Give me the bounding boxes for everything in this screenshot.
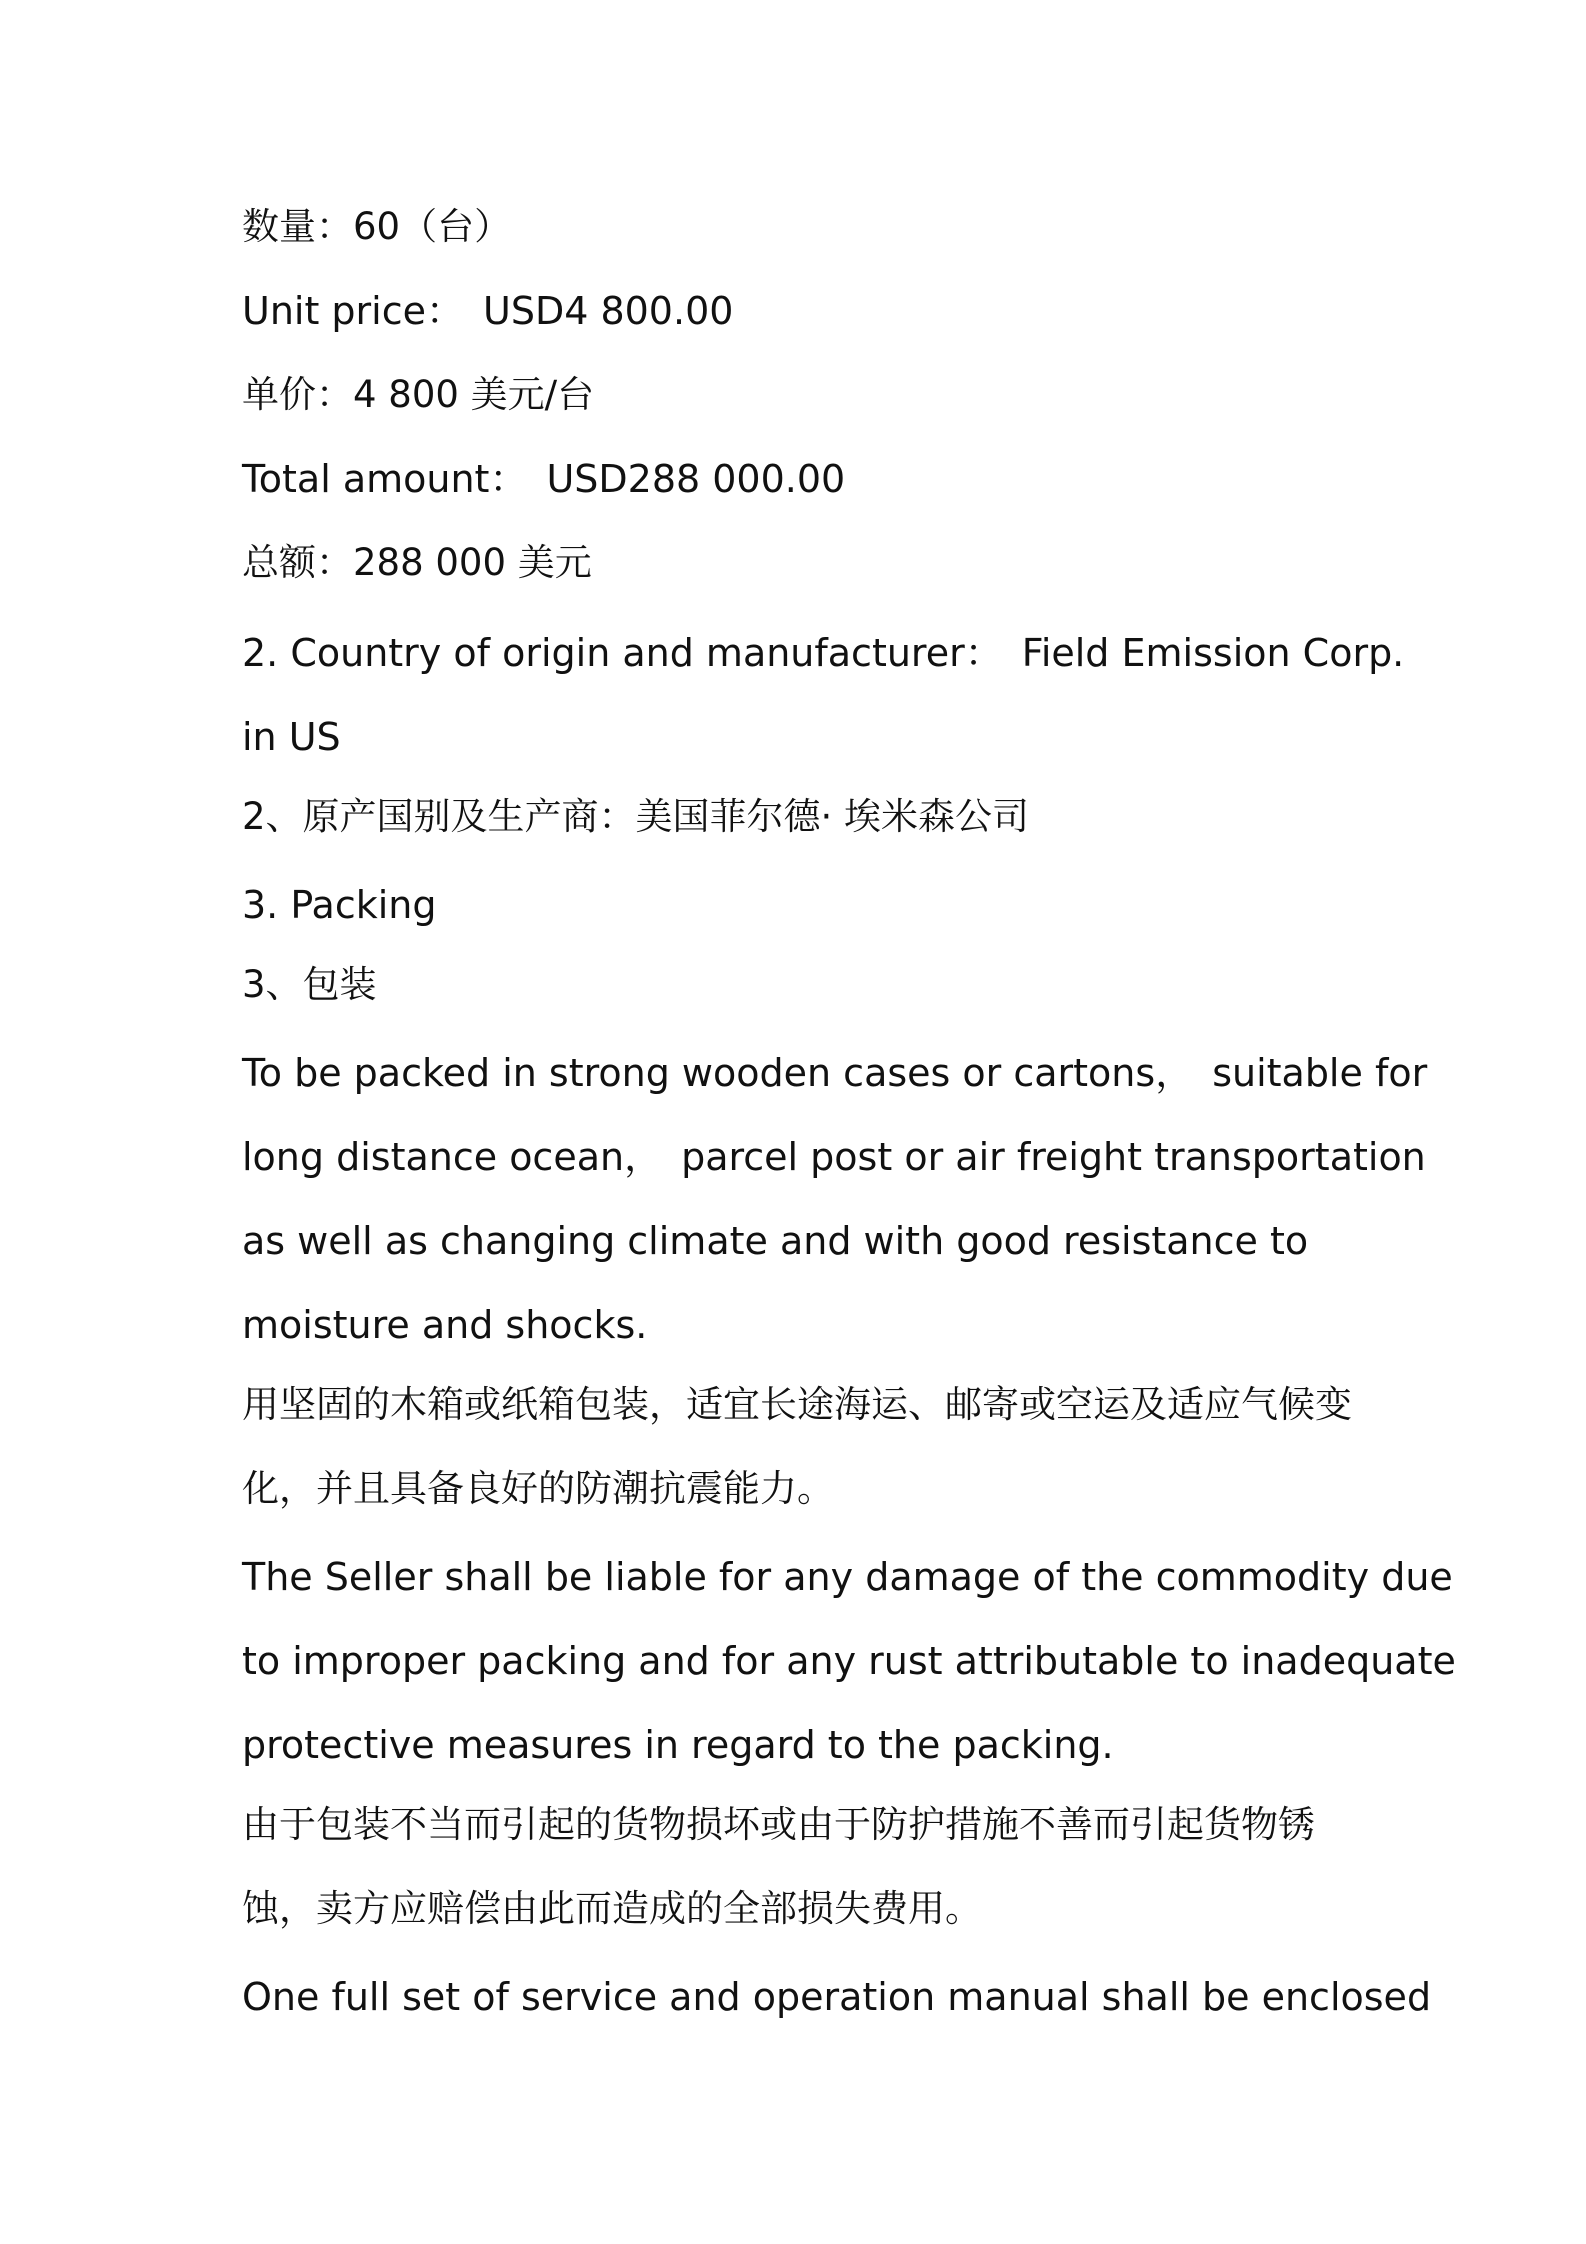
seller-liability-zh-line-1: 由于包装不当而引起的货物损坏或由于防护措施不善而引起货物锈: [242, 1803, 1315, 1846]
packing-paragraph-en-line-4: moisture and shocks.: [242, 1303, 648, 1347]
origin-manufacturer-zh: 2、原产国别及生产商：美国菲尔德· 埃米森公司: [242, 795, 1030, 838]
seller-liability-zh-line-2: 蚀，卖方应赔偿由此而造成的全部损失费用。: [242, 1887, 982, 1930]
packing-heading-en: 3. Packing: [242, 883, 437, 927]
unit-price-zh: 单价：4 800 美元/台: [242, 373, 595, 416]
seller-liability-en-line-1: The Seller shall be liable for any damage of the commodity due: [242, 1555, 1453, 1599]
packing-paragraph-en-line-3: as well as changing climate and with good resistance to: [242, 1219, 1309, 1263]
packing-paragraph-en-line-2: long distance ocean， parcel post or air freight transportation: [242, 1135, 1426, 1179]
origin-manufacturer-en: 2. Country of origin and manufacturer： Field Emission Corp.: [242, 631, 1405, 675]
packing-paragraph-zh-line-1: 用坚固的木箱或纸箱包装，适宜长途海运、邮寄或空运及适应气候变: [242, 1383, 1352, 1426]
total-amount-en: Total amount： USD288 000.00: [242, 457, 846, 501]
packing-paragraph-zh-line-2: 化，并且具备良好的防潮抗震能力。: [242, 1467, 834, 1510]
unit-price-en: Unit price： USD4 800.00: [242, 289, 734, 333]
packing-paragraph-en-line-1: To be packed in strong wooden cases or cartons， suitable for: [242, 1051, 1428, 1095]
quantity-zh: 数量：60（台）: [242, 205, 512, 248]
total-amount-zh: 总额：288 000 美元: [242, 541, 592, 584]
manual-sentence-en-line-1: One full set of service and operation manual shall be enclosed: [242, 1975, 1432, 2019]
seller-liability-en-line-2: to improper packing and for any rust attributable to inadequate: [242, 1639, 1456, 1683]
origin-manufacturer-en-continued: in US: [242, 715, 341, 759]
packing-heading-zh: 3、包装: [242, 963, 377, 1006]
seller-liability-en-line-3: protective measures in regard to the packing.: [242, 1723, 1114, 1767]
